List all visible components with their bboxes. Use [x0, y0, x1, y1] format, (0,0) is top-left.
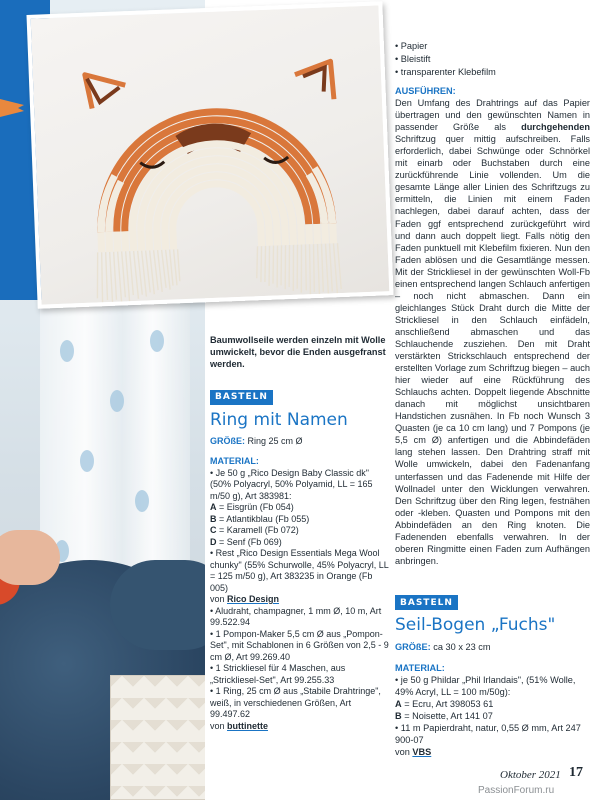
tool-item: • Papier: [395, 40, 590, 53]
color-value: = Noisette, Art 141 07: [401, 711, 493, 721]
instructions-column: [395, 40, 590, 567]
color-line: [395, 710, 590, 722]
fox-rope-arch-illustration: [31, 5, 394, 309]
material-item: • Je 50 g „Rico Design Baby Classic dk" (50% Polyacryl, 50% Polyamid, LL = 165 m/50 g), Art 383981:: [210, 468, 390, 503]
material-item: • 1 Pompon-Maker 5,5 cm Ø aus „Pompon-Set", mit Schablonen in 6 Größen von 2,5 - 9 cm Ø, Art 99.269.40: [210, 629, 390, 664]
material-item: • Rest „Rico Design Essentials Mega Wool chunky" (55% Schurwolle, 45% Polyacryl, LL = 125 m/50 g), Art 383235 in Orange (Fb 005): [210, 548, 390, 594]
color-line: [210, 537, 390, 549]
vendor-name: buttinette: [227, 720, 269, 731]
material-list: [210, 468, 390, 733]
color-value: = Atlantikblau (Fb 055): [216, 513, 310, 524]
armchair-arm: [110, 560, 205, 650]
vendor-prefix: von: [210, 720, 228, 731]
vendor-prefix: von: [395, 747, 413, 757]
material-list: [395, 674, 590, 758]
basket: [110, 675, 205, 800]
color-line: [395, 698, 590, 710]
color-key: D: [210, 536, 217, 547]
size-value: Ring 25 cm Ø: [247, 435, 303, 446]
project-title: Ring mit Namen: [210, 409, 348, 430]
instructions-part: Schriftzug quer mittig aufschreiben. Falls erforderlich, dabei Schwünge oder Schnörkel mit einarb oder Buchstaben durch eine zurückführende Linie vollenden. Um die gesamte Länge aller Linien des Schriftzugs zu ermitteln, die Linien mit einem Faden nachlegen, dabei darauf achten, dass der Faden ggf entsprechend zurückgeführt wird und dann auch doppelt liegt. Falls nötig den Faden punktuell mit Klebefilm fixieren. Nun den Faden ablösen und die Gesamtlänge messen. Mit der Strickliesel in der gewünschten Woll-Fb einen entsprechend langen Schlauch anfertigen – noch nicht abmaschen. Dann ein gleichlanges Stück Draht durch die Mitte der Strickliesel in den Schlauch einfädeln, anschließend abmaschen und das Schlauchende zusziehen. Den mit Draht verstärkten Strickschlauch entsprechend der erstellten Vorlage zum Schriftzug biegen – auch hier wieder auf eine Rückführung des Schlauchs achten. Doppelt liegende Abschnitte danach mit möglichst unsichtbaren Handstichen zusnähen. In Fb noch Wunsch 3 Quasten (je ca 10 cm lang) und 7 Pompons (je 5,5 cm Ø) anfertigen und die Abbindefäden lang stehen lassen. Den Drahtring straff mit Wolle umwickeln, dabei den Fadenanfang unterfassen und das Fadenende mit Hilfe der Wollnadel unter den Wicklungen verwahren. Den Schriftzug über den Ring legen, festnähen oder -kleben. Quasten und Pompons mit den Abbindefäden an den Ring knoten. Die Fadenenden ebenfalls verwahren. In der oberen Ringmitte einen Faden zum Aufhängen anbringen.: [395, 134, 590, 566]
color-key: A: [210, 502, 217, 512]
vendor-line: [210, 721, 390, 733]
watermark: PassionForum.ru: [478, 785, 555, 796]
color-key: A: [395, 699, 402, 709]
material-item: • 11 m Papierdraht, natur, 0,55 Ø mm, Art 247 900-07: [395, 722, 590, 746]
tools-list: [395, 40, 590, 79]
tool-item: • Bleistift: [395, 53, 590, 66]
material-item: • 1 Strickliesel für 4 Maschen, aus „Strickliesel-Set", Art 99.255.33: [210, 663, 390, 686]
category-tag: BASTELN: [395, 595, 458, 610]
color-key: B: [210, 513, 217, 524]
material-item: • 1 Ring, 25 cm Ø aus „Stabile Drahtringe", weiß, in verschiedenen Größen, Art 99.497.62: [210, 686, 390, 721]
size-value: ca 30 x 23 cm: [433, 642, 491, 652]
color-key: C: [210, 525, 217, 535]
vendor-name: VBS: [412, 747, 432, 757]
color-value: = Senf (Fb 069): [216, 536, 282, 547]
size-line: [395, 641, 590, 653]
instructions-text: [395, 97, 590, 567]
size-label: GRÖßE:: [210, 435, 245, 446]
fox-rope-arch-photo: [26, 1, 393, 308]
baby-arm: [0, 530, 60, 585]
vendor-line: [210, 594, 390, 606]
issue-date: Oktober 2021: [500, 769, 561, 781]
instructions-part: Den Umfang des Drahtrings auf das Papier übertragen und den gewünschten Namen in passender Größe als: [395, 98, 590, 133]
color-line: [210, 502, 390, 514]
color-line: [210, 525, 390, 537]
ring-mit-namen-section: [210, 390, 390, 732]
size-line: [210, 436, 390, 448]
vendor-name: Rico Design: [227, 594, 280, 604]
instructions-emphasis: durchgehenden: [521, 122, 590, 133]
vendor-prefix: von: [210, 594, 228, 604]
size-label: GRÖßE:: [395, 642, 431, 652]
vendor-line: [395, 746, 590, 758]
color-value: = Eisgrün (Fb 054): [216, 502, 294, 512]
material-item: • je 50 g Phildar „Phil Irlandais", (51% Wolle, 49% Acryl, LL = 100 m/50g):: [395, 674, 590, 698]
color-value: = Ecru, Art 398053 61: [401, 699, 494, 709]
color-key: B: [395, 711, 402, 721]
seil-bogen-fuchs-section: [395, 595, 590, 758]
material-item: • Aludraht, champagner, 1 mm Ø, 10 m, Art 99.522.94: [210, 606, 390, 629]
tool-item: • transparenter Klebefilm: [395, 66, 590, 79]
material-heading: MATERIAL:: [210, 456, 259, 466]
photo-caption: Baumwollseile werden einzeln mit Wolle umwickelt, bevor die Enden ausgefranst werden.: [210, 335, 386, 369]
instructions-heading: AUSFÜHREN:: [395, 86, 456, 96]
page-number: 17: [569, 765, 583, 780]
category-tag: BASTELN: [210, 390, 273, 405]
project-title: Seil-Bogen „Fuchs": [395, 615, 556, 635]
color-value: = Karamell (Fb 072): [216, 525, 299, 535]
color-line: [210, 514, 390, 526]
material-heading: MATERIAL:: [395, 663, 445, 673]
